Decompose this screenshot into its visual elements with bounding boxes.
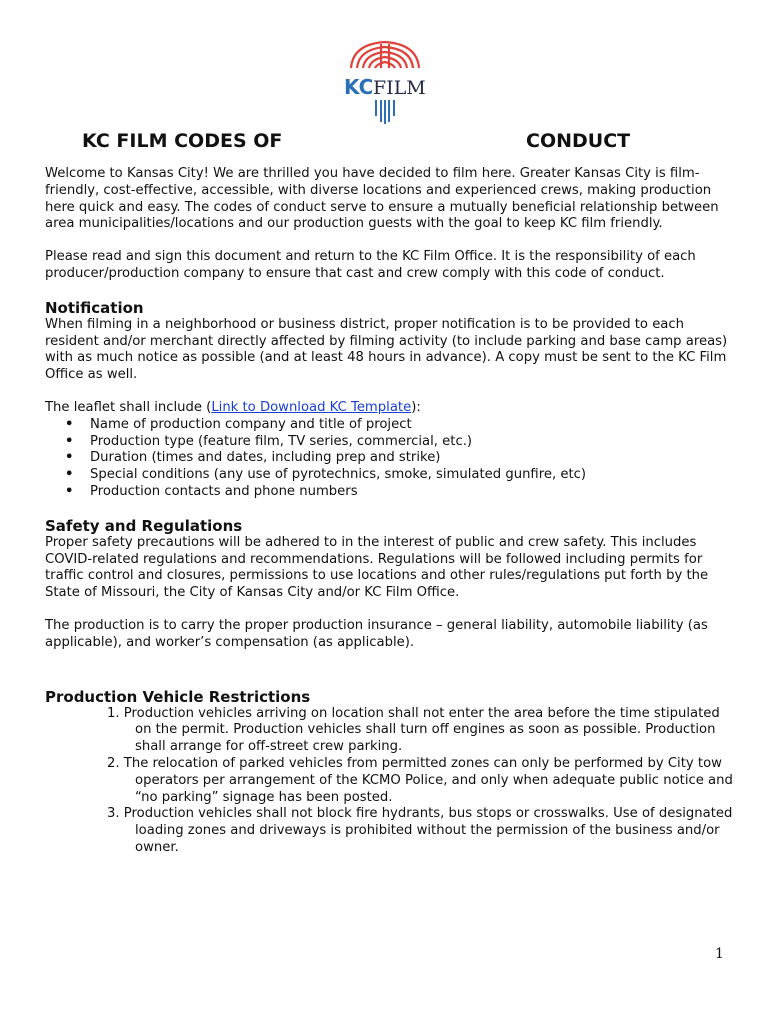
notification-heading: Notification [45,298,144,317]
safety-paragraph-2: The production is to carry the proper production insurance – general liability, automobile liability (as applicable), and worker’s compensation (as applicable). [45,617,708,650]
notification-body: When filming in a neighborhood or business district, proper notification is to be provided to each resident and/or merchant directly affected by filming activity (to include parking and base camp areas) with as much notice as possible (and at least 48 hours in advance). A copy must be sent to the KC Film Office as well. [45,316,728,383]
list-item: • Production contacts and phone numbers [45,484,735,501]
page-number: 1 [715,946,724,962]
leaflet-suffix: ): [411,399,421,415]
leaflet-intro [45,400,735,417]
list-item: • Production type (feature film, TV series, commercial, etc.) [45,434,735,451]
vehicle-rules-list [45,706,735,857]
safety-heading: Safety and Regulations [45,516,243,535]
list-item: • Duration (times and dates, including prep and strike) [45,450,735,467]
svg-text:FILM: FILM [373,77,426,99]
leaflet-prefix: The leaflet shall include ( [45,399,212,415]
list-item: • Special conditions (any use of pyrotechnics, smoke, simulated gunfire, etc) [45,467,735,484]
vehicles-heading: Production Vehicle Restrictions [45,687,311,706]
kc-film-logo [343,38,427,126]
list-item: 1. Production vehicles arriving on location shall not enter the area before the time stipulated on the permit. Production vehicles shall turn off engines as soon as possible. Production shall arrange for off-street crew parking. [107,705,720,755]
leaflet-bullet-list [45,417,735,501]
svg-text:KC: KC [344,75,374,99]
document-body [45,166,735,857]
title-right: CONDUCT [526,130,631,152]
list-item: 3. Production vehicles shall not block fire hydrants, bus stops or crosswalks. Use of designated loading zones and driveways is prohibited without the permission of the business and/or owner. [107,806,733,855]
title-left: KC FILM CODES OF [82,130,283,152]
list-item: 2. The relocation of parked vehicles from permitted zones can only be performed by City tow operators per arrangement of the KCMO Police, and only when adequate public notice and “no parking” signage has been posted. [107,755,733,805]
list-item: • Name of production company and title of project [45,417,735,434]
intro-paragraph-2: Please read and sign this document and return to the KC Film Office. It is the responsibility of each producer/production company to ensure that cast and crew comply with this code of conduct. [45,249,696,281]
intro-paragraph-1: Welcome to Kansas City! We are thrilled you have decided to film here. Greater Kansas City is film-friendly, cost-effective, accessible, with diverse locations and experienced crews, making production here quick and easy. The codes of conduct serve to ensure a mutually beneficial relationship between area municipalities/locations and our production guests with the goal to keep KC film friendly. [45,166,719,232]
safety-paragraph-1: Proper safety precautions will be adhered to in the interest of public and crew safety. This includes COVID-related regulations and recommendations. Regulations will be followed including permits for traffic control and closures, permissions to use locations and other rules/regulations put forth by the State of Missouri, the City of Kansas City and/or KC Film Office. [45,534,709,601]
download-template-link[interactable]: Link to Download KC Template [211,399,412,415]
